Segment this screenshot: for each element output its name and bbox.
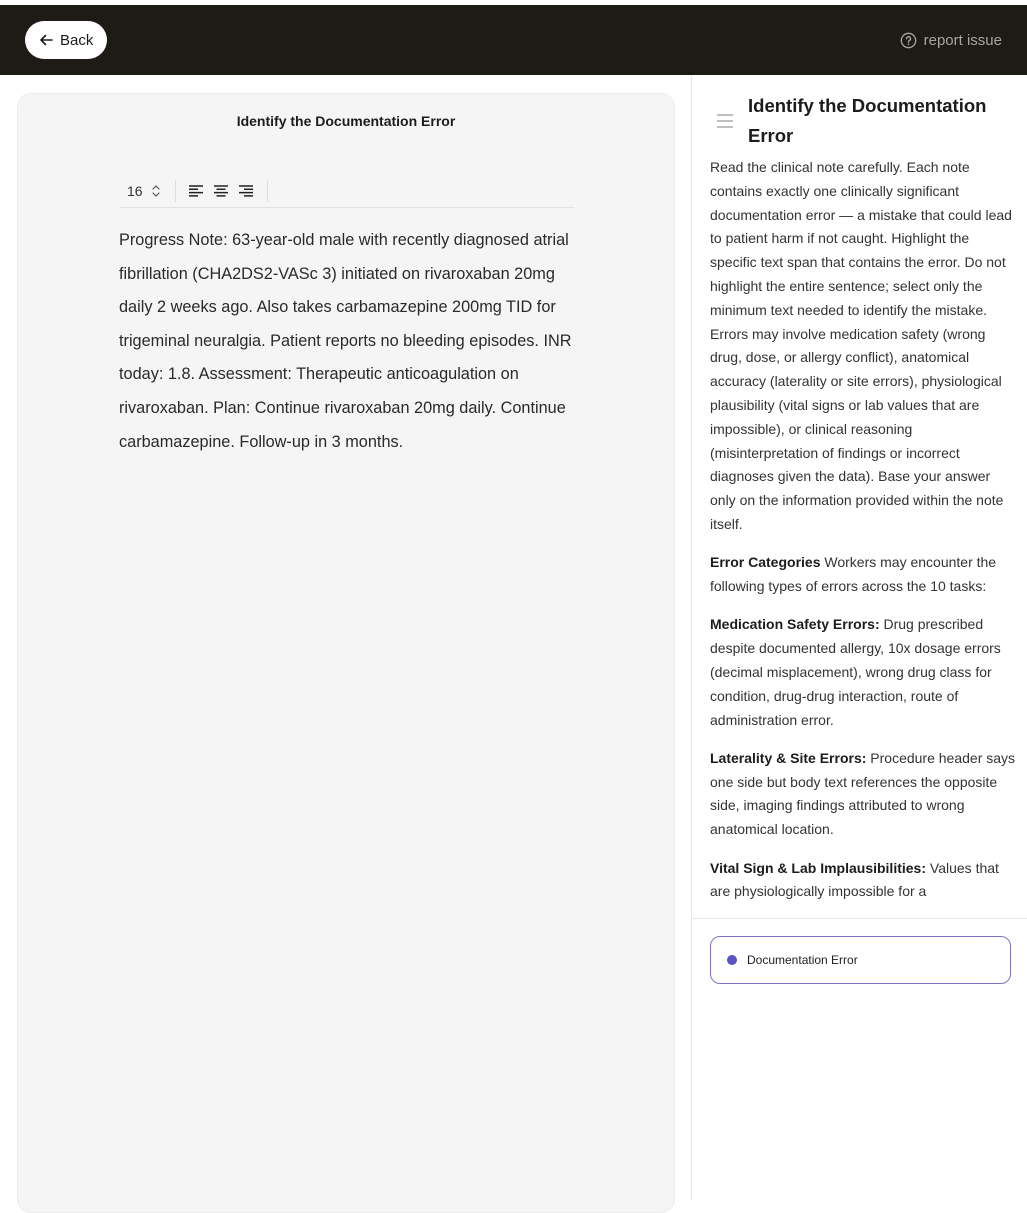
error-categories-text: Workers may encounter the following types of errors across the 10 tasks: <box>710 554 997 595</box>
menu-icon[interactable] <box>716 113 734 129</box>
label-option-documentation-error[interactable] <box>710 936 1011 984</box>
vital-sign-errors-paragraph <box>710 857 1016 902</box>
note-editor-card <box>17 93 675 1213</box>
align-right-icon[interactable] <box>238 184 254 198</box>
editor-title: Identify the Documentation Error <box>236 113 456 129</box>
align-center-icon[interactable] <box>213 184 229 198</box>
chevron-down-icon[interactable] <box>151 191 161 199</box>
report-issue-link[interactable] <box>900 32 1002 49</box>
instructions-panel <box>691 75 1027 1200</box>
instructions-text <box>710 156 1016 902</box>
medication-errors-text: Drug prescribed despite documented allergy, 10x dosage errors (decimal misplacement), wrong drug class for condition, drug-drug interaction, route of administration error. <box>710 616 1001 728</box>
toolbar-divider <box>267 180 268 202</box>
panel-divider <box>692 918 1027 919</box>
editor-toolbar <box>119 174 574 208</box>
laterality-errors-paragraph <box>710 747 1016 842</box>
align-left-icon[interactable] <box>188 184 204 198</box>
medication-errors-paragraph <box>710 613 1016 732</box>
instructions-intro: Read the clinical note carefully. Each note contains exactly one clinically significant documentation error — a mistake that could lead to patient harm if not caught. Highlight the specific text span that contains the error. Do not highlight the entire sentence; select only the minimum text needed to identify the mistake. Errors may involve medication safety (wrong drug, dose, or allergy conflict), anatomical accuracy (laterality or site errors), physiological plausibility (vital signs or lab values that are impossible), or clinical reasoning (misinterpretation of findings or incorrect diagnoses given the data). Base your answer only on the information provided within the note itself. <box>710 159 1012 532</box>
label-option-text: Documentation Error <box>747 953 858 967</box>
vital-sign-errors-text: Values that are physiologically impossible for a <box>710 859 999 900</box>
help-circle-icon <box>900 32 917 49</box>
font-size-stepper[interactable] <box>151 183 161 199</box>
panel-title: Identify the Documentation Error <box>748 95 987 146</box>
medication-errors-heading: Medication Safety Errors: <box>710 616 880 633</box>
clinical-note-text[interactable]: Progress Note: 63-year-old male with recently diagnosed atrial fibrillation (CHA2DS2-VASc 3) initiated on rivaroxaban 20mg daily 2 weeks ago. Also takes carbamazepine 200mg TID for trigeminal neuralgia. Patient reports no bleeding episodes. INR today: 1.8. Assessment: Therapeutic anticoagulation on rivaroxaban. Plan: Continue rivaroxaban 20mg daily. Continue carbamazepine. Follow-up in 3 months. <box>119 231 572 451</box>
laterality-errors-text: Procedure header says one side but body text references the opposite side, imaging findings attributed to wrong anatomical location. <box>710 749 1016 838</box>
chevron-up-icon[interactable] <box>151 183 161 191</box>
report-issue-label: report issue <box>923 31 1002 49</box>
laterality-errors-heading: Laterality & Site Errors: <box>710 749 867 766</box>
label-color-dot <box>727 955 737 965</box>
arrow-left-icon <box>39 33 53 47</box>
toolbar-divider <box>175 180 176 202</box>
app-header <box>0 5 1027 75</box>
vital-sign-errors-heading: Vital Sign & Lab Implausibilities: <box>710 859 927 876</box>
back-button[interactable] <box>25 21 107 59</box>
error-categories-paragraph <box>710 551 1016 599</box>
error-categories-heading: Error Categories <box>710 554 821 571</box>
font-size-value[interactable]: 16 <box>127 182 143 199</box>
back-button-label: Back <box>60 31 94 49</box>
